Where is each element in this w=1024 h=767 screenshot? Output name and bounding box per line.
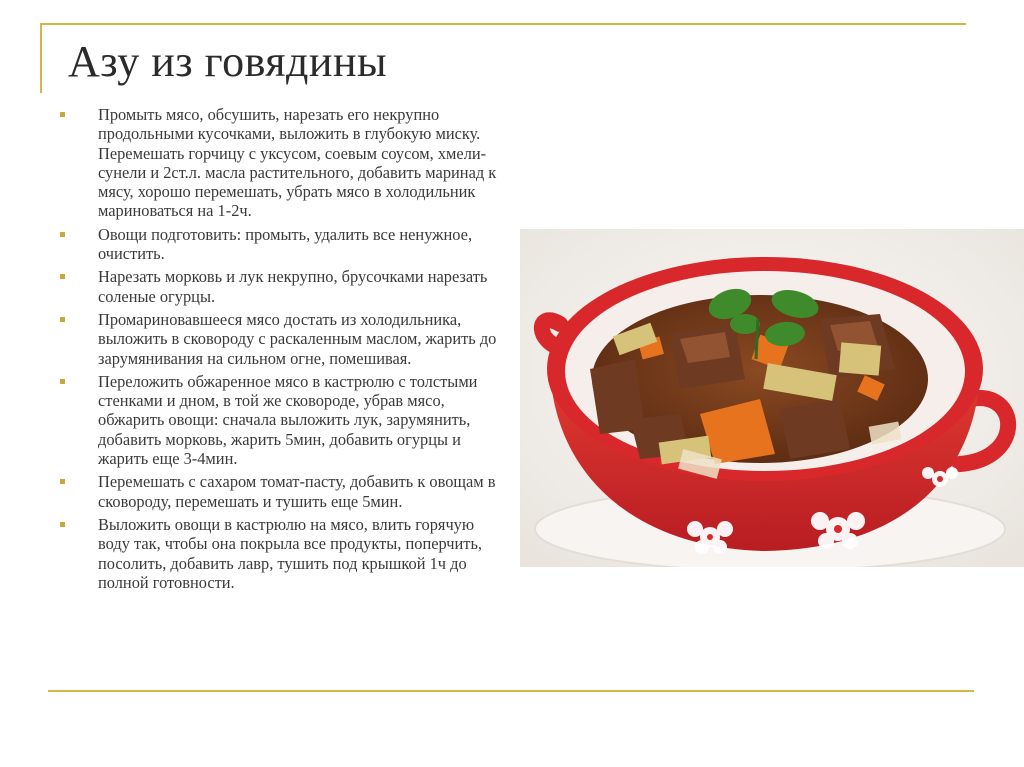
- step-text: Промариновавшееся мясо достать из холодильника, выложить в сковороду с раскаленным маслом, жарить до зарумянивания на сильном огне, помешивая.: [98, 309, 497, 368]
- bullet-icon: [60, 112, 65, 117]
- list-item: [58, 267, 498, 306]
- left-rule: [40, 23, 42, 93]
- stew-bowl-illustration: [520, 229, 1024, 567]
- step-text: Нарезать морковь и лук некрупно, брусочками нарезать соленые огурцы.: [98, 267, 488, 306]
- page-title: Азу из говядины: [68, 37, 388, 86]
- list-item: [58, 225, 498, 264]
- bullet-icon: [60, 522, 65, 527]
- dish-photo: [520, 229, 1024, 567]
- top-rule: [40, 23, 966, 25]
- list-item: [58, 515, 498, 592]
- bullet-icon: [60, 232, 65, 237]
- step-text: Переложить обжаренное мясо в кастрюлю с толстыми стенками и дном, в той же сковороде, убрав мясо, обжарить овощи: сначала выложить лук, зарумянить, добавить морковь, жарить 5мин, добавить огурцы и жарить еще 3-4мин.: [98, 371, 478, 469]
- list-item: [58, 105, 498, 221]
- bullet-icon: [60, 479, 65, 484]
- bullet-icon: [60, 274, 65, 279]
- step-text: Промыть мясо, обсушить, нарезать его некрупно продольными кусочками, выложить в глубокую миску. Перемешать горчицу с уксусом, соевым соусом, хмели-сунели и 2ст.л. масла растительного, добавить маринад к мясу, хорошо перемешать, убрать мясо в холодильник мариноваться на 1-2ч.: [98, 105, 497, 221]
- list-item: [58, 372, 498, 468]
- recipe-steps: [58, 105, 498, 596]
- step-text: Перемешать с сахаром томат-пасту, добавить к овощам в сковороду, перемешать и тушить еще 5мин.: [98, 472, 496, 511]
- bullet-icon: [60, 379, 65, 384]
- bullet-icon: [60, 317, 65, 322]
- list-item: [58, 310, 498, 368]
- bottom-rule: [48, 690, 974, 692]
- list-item: [58, 472, 498, 511]
- step-text: Овощи подготовить: промыть, удалить все ненужное, очистить.: [98, 224, 473, 264]
- step-text: Выложить овощи в кастрюлю на мясо, влить горячую воду так, чтобы она покрыла все продукты, поперчить, посолить, добавить лавр, тушить под крышкой 1ч до полной готовности.: [98, 514, 483, 592]
